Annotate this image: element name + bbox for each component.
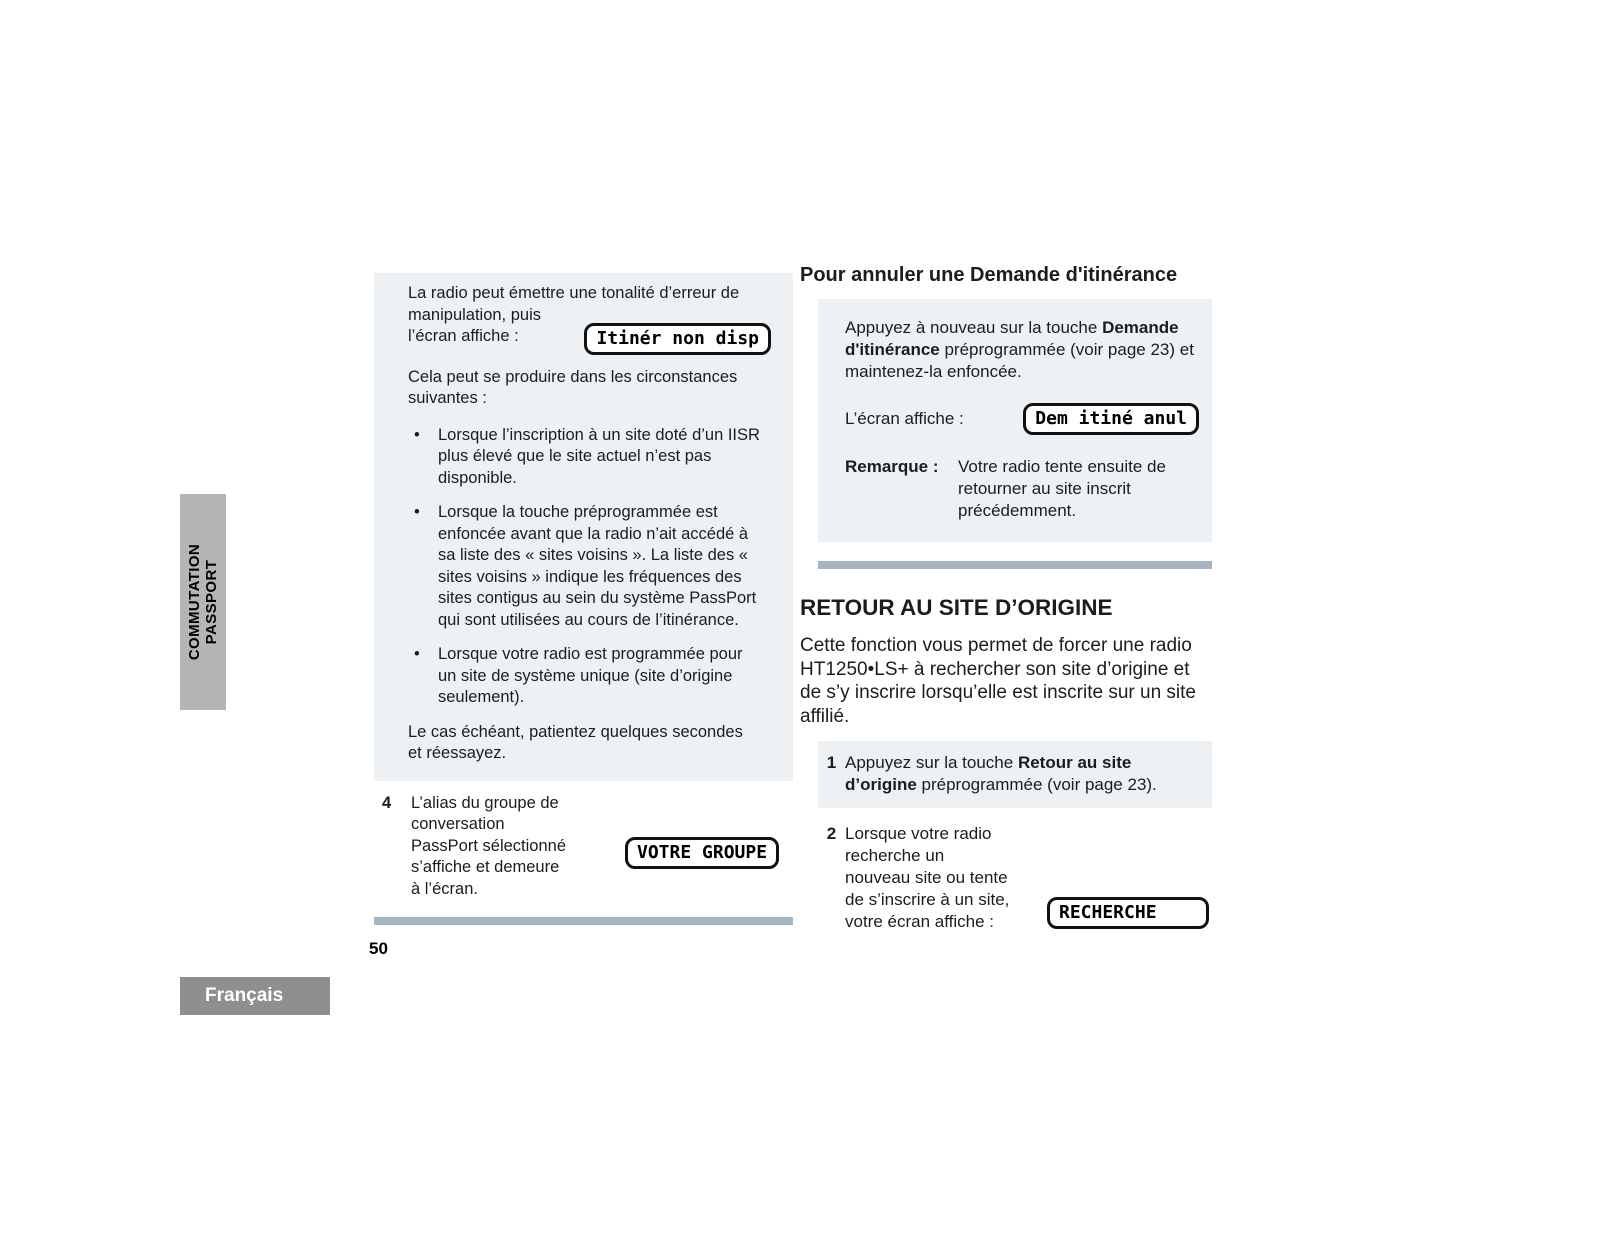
error-tone-paragraph-wrap [408, 283, 765, 348]
step-number: 4 [382, 793, 392, 812]
retry-paragraph: Le cas échéant, patientez quelques secondes et réessayez. [408, 722, 743, 762]
lcd-display-recherche: RECHERCHE [1047, 897, 1209, 929]
section-title: RETOUR AU SITE D’ORIGINE [800, 595, 1113, 620]
step-number: 1 [826, 753, 837, 772]
remark-text: Votre radio tente ensuite de retourner au site inscrit précédemment. [958, 457, 1166, 520]
section-divider [818, 561, 1212, 569]
chapter-tab-line1: COMMUTATION [186, 543, 203, 661]
language-tab: Français [180, 977, 330, 1015]
list-item-text: Lorsque votre radio est programmée pour un site de système unique (site d’origine seulement). [438, 645, 743, 706]
cancel-roam-paragraph: Appuyez à nouveau sur la touche Demande d'itinérance préprogrammée (voir page 23) et maintenez-la enfoncée. [845, 318, 1194, 381]
step-2 [818, 823, 1212, 933]
bullet-icon: • [414, 425, 420, 444]
cancel-roam-block [818, 299, 1212, 542]
step-text: Appuyez sur la touche Retour au site d’origine préprogrammée (voir page 23). [845, 753, 1157, 794]
right-column [800, 264, 1212, 933]
step-text: Lorsque votre radio recherche un nouveau site ou tente de s’inscrire à un site, votre écran affiche : [845, 824, 1010, 931]
circumstances-paragraph: Cela peut se produire dans les circonstances suivantes : [408, 367, 738, 407]
screen-display-label: L’écran affiche : [845, 409, 964, 428]
list-item-text: Lorsque l’inscription à un site doté d’un IISR plus élevé que le site actuel n’est pas disponible. [438, 425, 760, 487]
section-divider [374, 917, 793, 925]
chapter-tab-line2: PASSPORT [203, 559, 220, 645]
list-item [408, 644, 765, 709]
section-intro-paragraph: Cette fonction vous permet de forcer une radio HT1250•LS+ à rechercher son site d’origine et de s’y inscrire lorsqu’elle est inscrite sur un site affilié. [800, 635, 1196, 727]
bullet-icon: • [414, 645, 420, 663]
lcd-display-votre-groupe: VOTRE GROUPE [625, 837, 779, 869]
step-4 [374, 793, 793, 901]
list-item-text: Lorsque la touche préprogrammée est enfoncée avant que la radio n’ait accédé à sa liste des « sites voisins ». La liste des « sites voisins » indique les fréquences des sites contigus au sein du système PassPort qui sont utilisées au cours de l’itinérance. [438, 503, 757, 629]
bullet-icon: • [414, 503, 420, 521]
chapter-tab-label [186, 494, 220, 710]
remark-label: Remarque : [845, 457, 939, 476]
error-tone-paragraph: La radio peut émettre une tonalité d’erreur de manipulation, puis l’écran affiche : [408, 284, 740, 345]
step-text: L’alias du groupe de conversation PassPort sélectionné s’affiche et demeure à l’écran. [411, 793, 567, 898]
left-column [374, 273, 793, 925]
step-1 [818, 741, 1212, 808]
lcd-display-dem-itine-anul: Dem itiné anul [1023, 403, 1199, 435]
subsection-title: Pour annuler une Demande d'itinérance [800, 264, 1178, 286]
chapter-tab [180, 494, 226, 710]
lcd-display-itiner-non-disp: Itinér non disp [584, 323, 771, 355]
remark-row [845, 456, 1199, 522]
list-item [408, 502, 765, 631]
list-item [408, 425, 765, 490]
left-note-block [374, 273, 793, 781]
step-number: 2 [826, 824, 837, 843]
circumstances-list [408, 425, 765, 709]
screen-display-row [845, 403, 1199, 435]
page-number: 50 [369, 939, 388, 958]
